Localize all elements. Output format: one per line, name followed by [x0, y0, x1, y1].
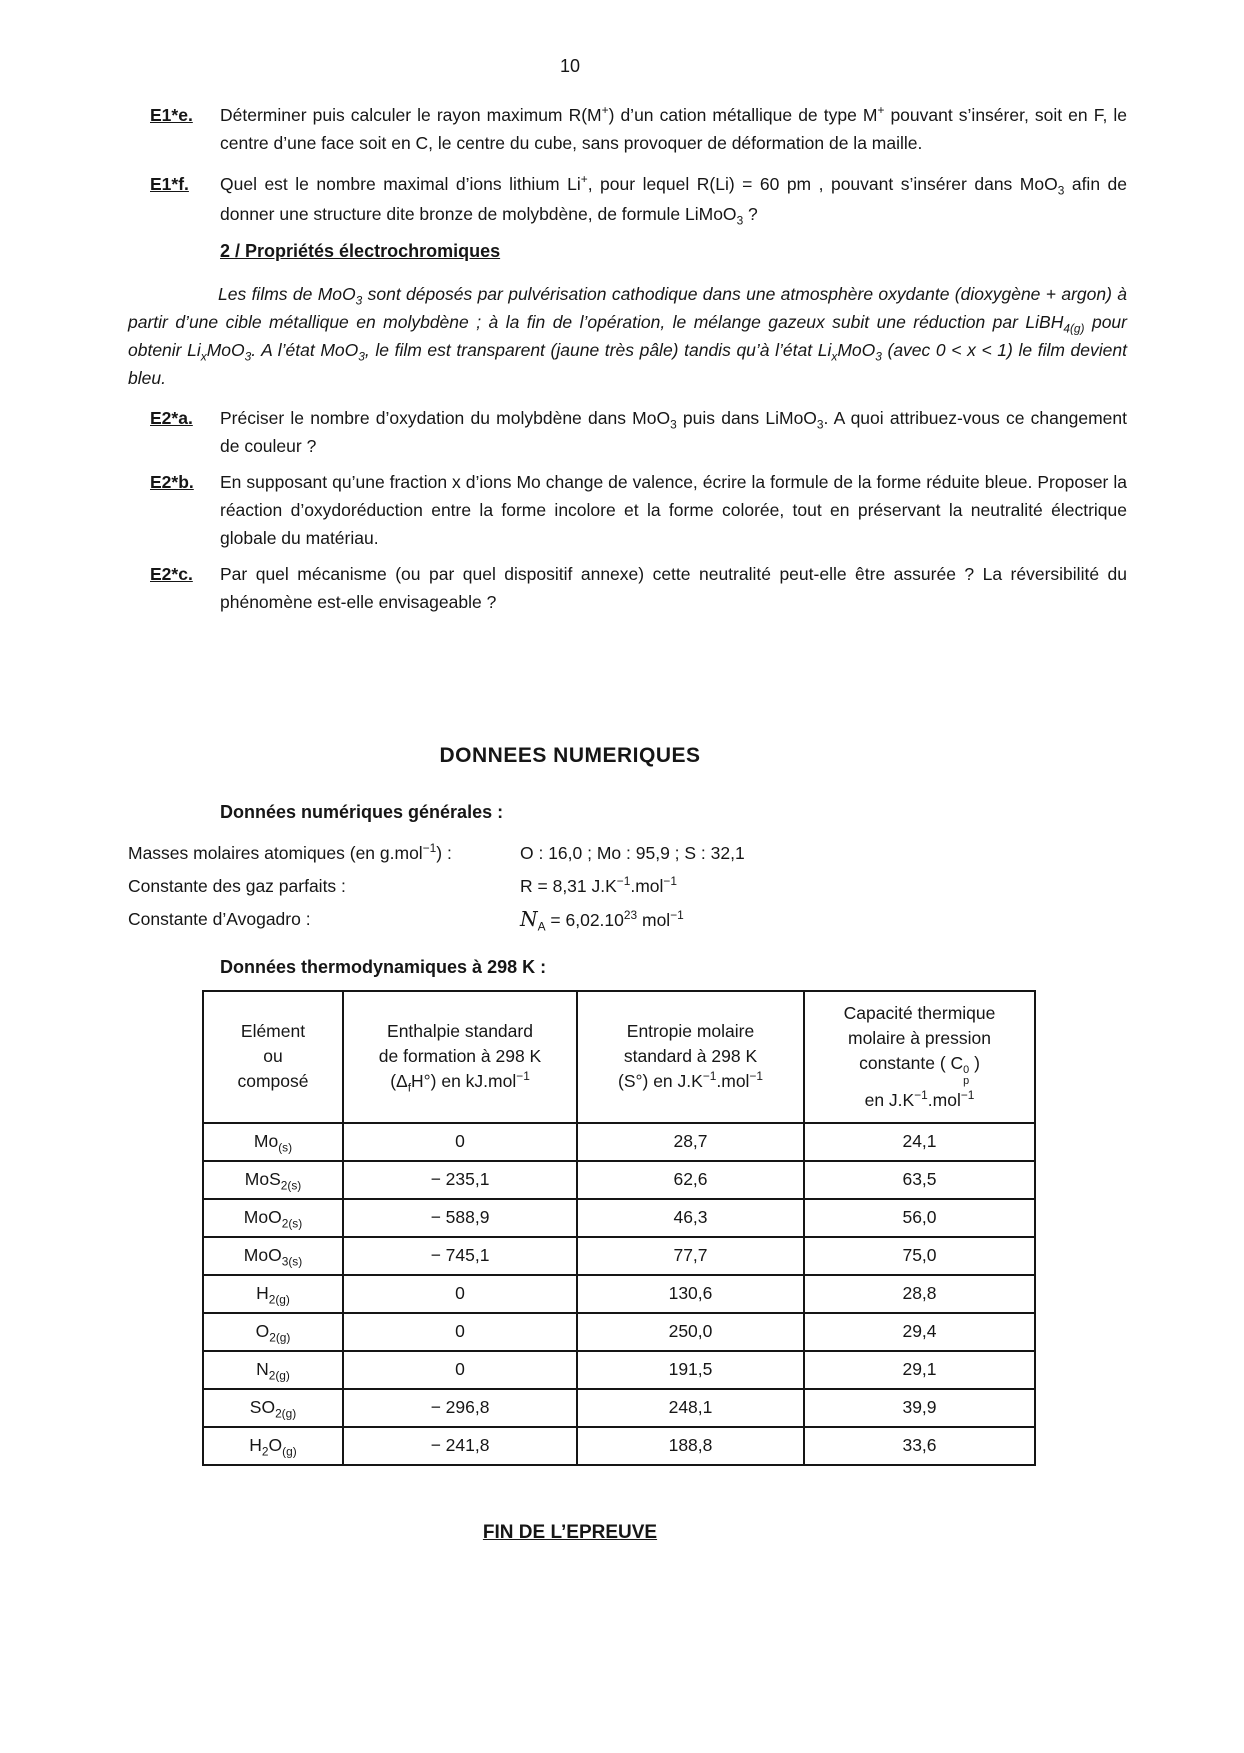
table-row — [203, 1389, 1035, 1427]
table-row — [203, 1237, 1035, 1275]
thermo-data-heading: Données thermodynamiques à 298 K : — [220, 957, 547, 977]
question-e2c-text: Par quel mécanisme (ou par quel dispositif annexe) cette neutralité peut-elle être assurée ? La réversibilité du phénomène est-elle envisageable ? — [220, 564, 1127, 612]
table-row — [203, 1275, 1035, 1313]
header-entropy: Entropie molaire standard à 298 K (S°) en $J.K^{-1}.mol^{-1}$ — [577, 991, 804, 1123]
question-e1f — [150, 169, 1127, 229]
question-e2b-text: En supposant qu’une fraction x d’ions Mo change de valence, écrire la formule de la forme réduite bleue. Proposer la réaction d’oxydoréduction entre la forme incolore et la forme colorée, tout en préservant la neutralité électrique globale du matériau. — [220, 472, 1127, 548]
question-e1e-label: E1*e. — [150, 105, 193, 125]
constant-row-gas-constant — [128, 870, 1244, 903]
heat-capacity-cell: 75,0 — [804, 1237, 1035, 1275]
entropy-cell: 250,0 — [577, 1313, 804, 1351]
question-e2a-text: Préciser le nombre d’oxydation du molybdène dans MoO$_3$ puis dans LiMoO$_3$. A quoi attribuez-vous ce changement de couleur ? — [220, 408, 1127, 456]
table-row — [203, 1313, 1035, 1351]
table-row — [203, 1161, 1035, 1199]
element-cell: $N_{2(g)}$ — [203, 1351, 343, 1389]
question-e2a — [150, 404, 1127, 460]
header-element: Elément ou composé — [203, 991, 343, 1123]
entropy-cell: 62,6 — [577, 1161, 804, 1199]
enthalpy-cell: 0 — [343, 1275, 577, 1313]
entropy-cell: 188,8 — [577, 1427, 804, 1465]
constant-value: $N_A = 6,02.10^{23}$ mol$^{-1}$ — [520, 907, 684, 934]
enthalpy-cell: − 235,1 — [343, 1161, 577, 1199]
entropy-cell: 77,7 — [577, 1237, 804, 1275]
constant-label: Constante d’Avogadro : — [128, 909, 311, 929]
enthalpy-cell: 0 — [343, 1313, 577, 1351]
enthalpy-cell: − 241,8 — [343, 1427, 577, 1465]
question-e2c-label: E2*c. — [150, 564, 193, 584]
constants-list — [128, 837, 1244, 937]
page-number: 10 — [559, 56, 581, 76]
table-row — [203, 1351, 1035, 1389]
element-cell: $H_{2(g)}$ — [203, 1275, 343, 1313]
heat-capacity-cell: 28,8 — [804, 1275, 1035, 1313]
constant-label: Constante des gaz parfaits : — [128, 876, 346, 896]
intro-paragraph: Les films de MoO$_3$ sont déposés par pulvérisation cathodique dans une atmosphère oxydante (dioxygène + argon) à partir d’une cible métallique en molybdène ; à la fin de l’opération, le mélange gazeux subit une réduction par LiBH$_{4(g)}$ pour obtenir $Li_xMoO_3$. A l’état MoO$_3$, le film est transparent (jaune très pâle) tandis qu’à l’état $Li_xMoO_3$ (avec 0 < x < 1) le film devient bleu. — [128, 284, 1128, 388]
heat-capacity-cell: 24,1 — [804, 1123, 1035, 1161]
header-heat-capacity: Capacité thermique molaire à pression constante ( C 0 p ) en $J.K^{-1}.mol^{-1}$ — [804, 991, 1035, 1123]
question-e2b — [150, 468, 1127, 552]
enthalpy-cell: 0 — [343, 1351, 577, 1389]
constant-row-avogadro — [128, 903, 1244, 937]
element-cell: $SO_{2(g)}$ — [203, 1389, 343, 1427]
question-e2a-label: E2*a. — [150, 408, 193, 428]
heat-capacity-cell: 29,1 — [804, 1351, 1035, 1389]
heat-capacity-cell: 33,6 — [804, 1427, 1035, 1465]
element-cell: $Mo_{(s)}$ — [203, 1123, 343, 1161]
end-of-exam-label: FIN DE L’EPREUVE — [482, 1521, 658, 1543]
enthalpy-cell: − 745,1 — [343, 1237, 577, 1275]
section-heading-electrochromic: 2 / Propriétés électrochromiques — [220, 241, 501, 261]
entropy-cell: 28,7 — [577, 1123, 804, 1161]
element-cell: MoO$_{3(s)}$ — [203, 1237, 343, 1275]
table-header-row — [203, 991, 1035, 1123]
entropy-cell: 248,1 — [577, 1389, 804, 1427]
general-data-heading: Données numériques générales : — [220, 802, 504, 822]
entropy-cell: 130,6 — [577, 1275, 804, 1313]
entropy-cell: 191,5 — [577, 1351, 804, 1389]
table-row — [203, 1427, 1035, 1465]
heat-capacity-cell: 63,5 — [804, 1161, 1035, 1199]
element-cell: $O_{2(g)}$ — [203, 1313, 343, 1351]
constant-value: O : 16,0 ; Mo : 95,9 ; S : 32,1 — [520, 843, 745, 863]
heat-capacity-cell: 29,4 — [804, 1313, 1035, 1351]
question-e1f-label: E1*f. — [150, 174, 189, 194]
table-row — [203, 1199, 1035, 1237]
enthalpy-cell: 0 — [343, 1123, 577, 1161]
question-e1f-text: Quel est le nombre maximal d’ions lithium Li+, pour lequel R(Li) = 60 pm , pouvant s’insérer dans MoO$_3$ afin de donner une structure dite bronze de molybdène, de formule LiMoO$_3$ ? — [220, 172, 1128, 228]
enthalpy-cell: − 296,8 — [343, 1389, 577, 1427]
table-row — [203, 1123, 1035, 1161]
question-e2b-label: E2*b. — [150, 472, 194, 492]
constant-value: R = 8,31 $J.K^{-1}.mol^{-1}$ — [520, 874, 677, 896]
question-e2c — [150, 560, 1127, 616]
constant-label: Masses molaires atomiques (en g.mol$^{-1}$) : — [128, 841, 452, 863]
enthalpy-cell: − 588,9 — [343, 1199, 577, 1237]
element-cell: MoS$_{2(s)}$ — [203, 1161, 343, 1199]
question-e1e — [150, 101, 1127, 157]
heat-capacity-cell: 56,0 — [804, 1199, 1035, 1237]
numeric-data-title: DONNEES NUMERIQUES — [439, 744, 701, 767]
element-cell: MoO$_{2(s)}$ — [203, 1199, 343, 1237]
thermo-table — [202, 990, 1036, 1466]
header-enthalpy: Enthalpie standard de formation à 298 K $(\Delta_fH^\circ)$ en kJ.mol$^{-1}$ — [343, 991, 577, 1123]
element-cell: $H_2O_{(g)}$ — [203, 1427, 343, 1465]
entropy-cell: 46,3 — [577, 1199, 804, 1237]
heat-capacity-cell: 39,9 — [804, 1389, 1035, 1427]
constant-row-molar-masses — [128, 837, 1244, 870]
question-e1e-text: Déterminer puis calculer le rayon maximum R(M+) d’un cation métallique de type M+ pouvant s’insérer, soit en F, le centre d’une face soit en C, le centre du cube, sans provoquer de déformation de la maille. — [220, 103, 1127, 153]
